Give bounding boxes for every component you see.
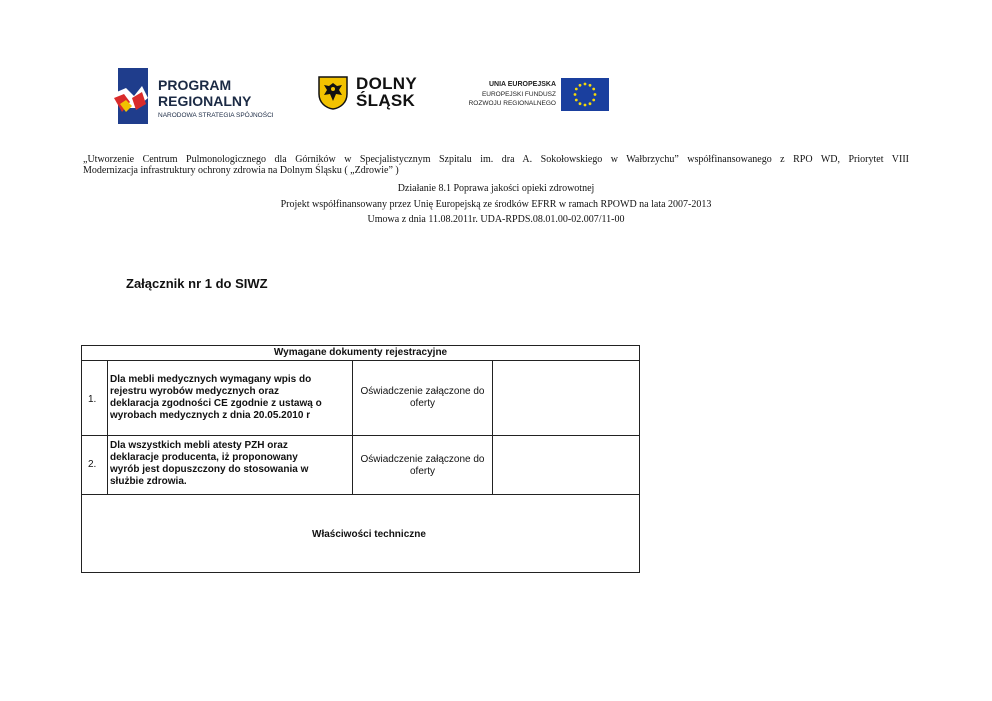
row-1-number: 1. (88, 394, 97, 405)
row-2-requirement-line: Dla wszystkich mebli atesty PZH oraz (110, 440, 288, 451)
divider (492, 361, 493, 494)
eu-flag-icon (561, 78, 609, 111)
row-2-requirement (110, 440, 350, 488)
row-2-statement-line: oferty (409, 466, 435, 477)
row-1-statement-line: oferty (409, 398, 435, 409)
eu-line3: ROZWOJU REGIONALNEGO (468, 100, 556, 107)
row-1-requirement-line: wyrobach medycznych z dnia 20.05.2010 r (110, 410, 311, 421)
divider (82, 360, 639, 361)
header-line3: Działanie 8.1 Poprawa jakości opieki zdrowotnej (397, 183, 595, 194)
program-regionalny-emblem (112, 68, 150, 124)
eu-line1: UNIA EUROPEJSKA (488, 81, 556, 88)
divider (107, 361, 108, 494)
attachment-title: Załącznik nr 1 do SIWZ (126, 276, 268, 291)
row-2-statement (353, 454, 492, 478)
divider (82, 494, 639, 495)
program-regionalny-logo (112, 68, 292, 124)
row-2-requirement-line: deklaracje producenta, iż proponowany (110, 452, 298, 463)
header-line2: Modernizacja infrastruktury ochrony zdrowia na Dolnym Śląsku ( „Zdrowie” ) (83, 165, 399, 176)
table-heading: Wymagane dokumenty rejestracyjne (273, 347, 448, 358)
header-line4: Projekt współfinansowany przez Unię Europejską ze środków EFRR w ramach RPOWD na lata 2007-2013 (280, 199, 712, 210)
eu-line2: EUROPEJSKI FUNDUSZ (481, 91, 556, 98)
row-1-requirement (110, 374, 350, 422)
row-1-requirement-line: Dla mebli medycznych wymagany wpis do (110, 374, 312, 385)
row-2-statement-line: Oświadczenie załączone do (360, 454, 485, 465)
dolny-line2: ŚLĄSK (356, 91, 416, 110)
registration-documents-table (81, 345, 640, 573)
dolny-slask-logo (318, 76, 430, 112)
divider (82, 435, 639, 436)
eu-logo (462, 78, 612, 112)
row-1-requirement-line: rejestru wyrobów medycznych oraz (110, 386, 279, 397)
technical-heading: Właściwości techniczne (312, 529, 426, 540)
header-line1: „Utworzenie Centrum Pulmonologicznego dla Górników w Specjalistycznym Szpitalu im. dra A. Sokołowskiego w Wałbrzychu” współfinansowanego z RPO WD, Priorytet VIII (83, 154, 909, 165)
program-line1: PROGRAM (158, 77, 232, 93)
row-1-statement-line: Oświadczenie załączone do (360, 386, 485, 397)
row-2-requirement-line: służbie zdrowia. (110, 476, 187, 487)
row-1-requirement-line: deklaracja zgodności CE zgodnie z ustawą o (110, 398, 322, 409)
program-line2: REGIONALNY (158, 93, 252, 109)
dolny-line1: DOLNY (356, 74, 417, 93)
header-line5: Umowa z dnia 11.08.2011r. UDA-RPDS.08.01.00-02.007/11-00 (367, 214, 625, 225)
program-line3: NARODOWA STRATEGIA SPÓJNOŚCI (158, 112, 274, 119)
eagle-shield-icon (318, 76, 348, 110)
row-2-number: 2. (88, 459, 97, 470)
row-2-requirement-line: wyrób jest dopuszczony do stosowania w (110, 464, 309, 475)
row-1-statement (353, 386, 492, 410)
